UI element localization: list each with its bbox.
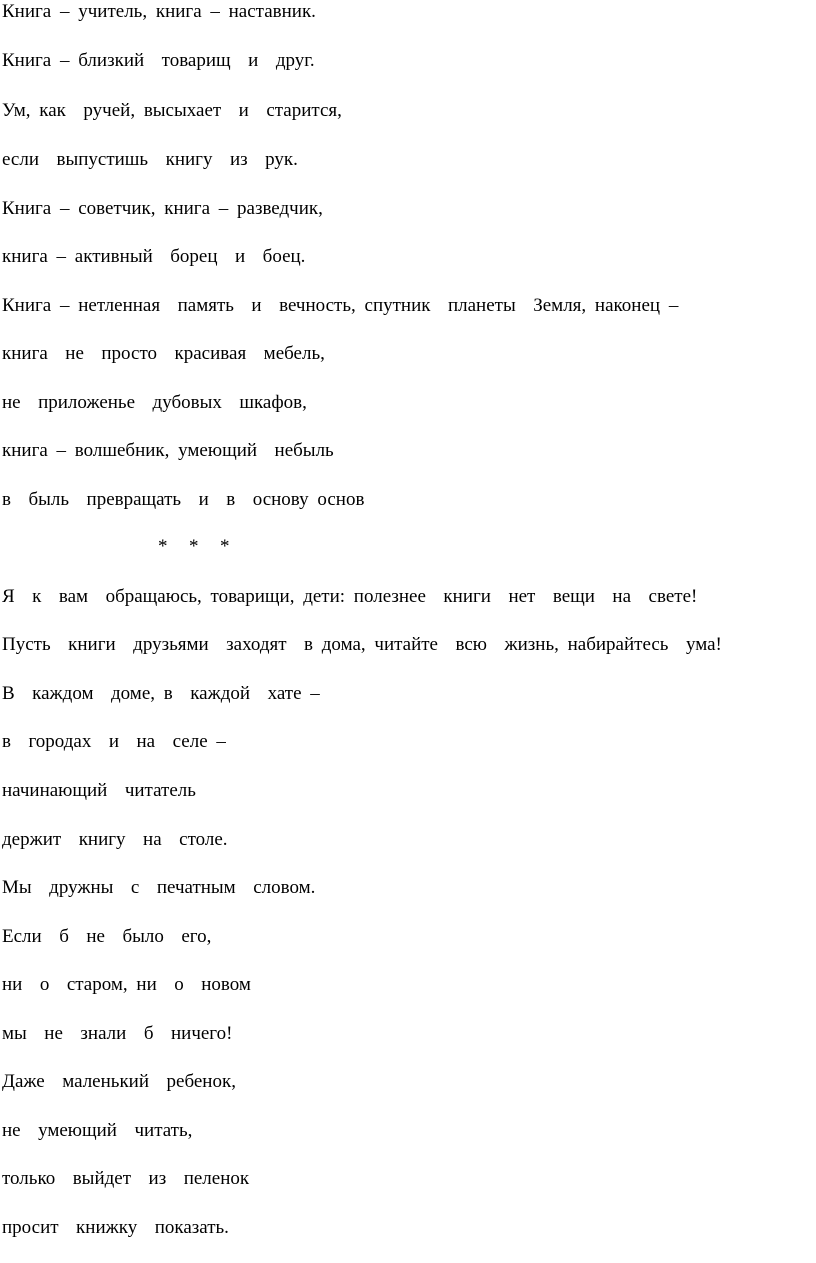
poem-line: просит книжку показать. xyxy=(2,1217,229,1238)
stanza-separator: * * * xyxy=(158,536,230,557)
poem-line: если выпустишь книгу из рук. xyxy=(2,149,298,170)
poem-line: в городах и на селе – xyxy=(2,731,226,752)
poem-line: Книга – близкий товарищ и друг. xyxy=(2,50,315,71)
poem-line: Я к вам обращаюсь, товарищи, дети: полезнее книги нет вещи на свете! xyxy=(2,586,698,607)
poem-line: Мы дружны с печатным словом. xyxy=(2,877,316,898)
poem-line: книга – активный борец и боец. xyxy=(2,246,306,267)
poem-line: Книга – советчик, книга – разведчик, xyxy=(2,198,323,219)
poem-line: Пусть книги друзьями заходят в дома, читайте всю жизнь, набирайтесь ума! xyxy=(2,634,722,655)
poem-line: не умеющий читать, xyxy=(2,1120,193,1141)
poem-line: в быль превращать и в основу основ xyxy=(2,489,365,510)
poem-line: книга не просто красивая мебель, xyxy=(2,343,325,364)
poem-line: В каждом доме, в каждой хате – xyxy=(2,683,320,704)
poem-line: Если б не было его, xyxy=(2,926,212,947)
poem-line: мы не знали б ничего! xyxy=(2,1023,233,1044)
poem-line: держит книгу на столе. xyxy=(2,829,228,850)
poem-line: ни о старом, ни о новом xyxy=(2,974,251,995)
poem-line: Даже маленький ребенок, xyxy=(2,1071,236,1092)
poem-line: Книга – нетленная память и вечность, спутник планеты Земля, наконец – xyxy=(2,295,679,316)
poem-line: Книга – учитель, книга – наставник. xyxy=(2,1,316,22)
poem-line: начинающий читатель xyxy=(2,780,196,801)
poem-line: книга – волшебник, умеющий небыль xyxy=(2,440,334,461)
poem-line: Ум, как ручей, высыхает и старится, xyxy=(2,100,342,121)
poem-line: только выйдет из пеленок xyxy=(2,1168,250,1189)
poem-line: не приложенье дубовых шкафов, xyxy=(2,392,307,413)
